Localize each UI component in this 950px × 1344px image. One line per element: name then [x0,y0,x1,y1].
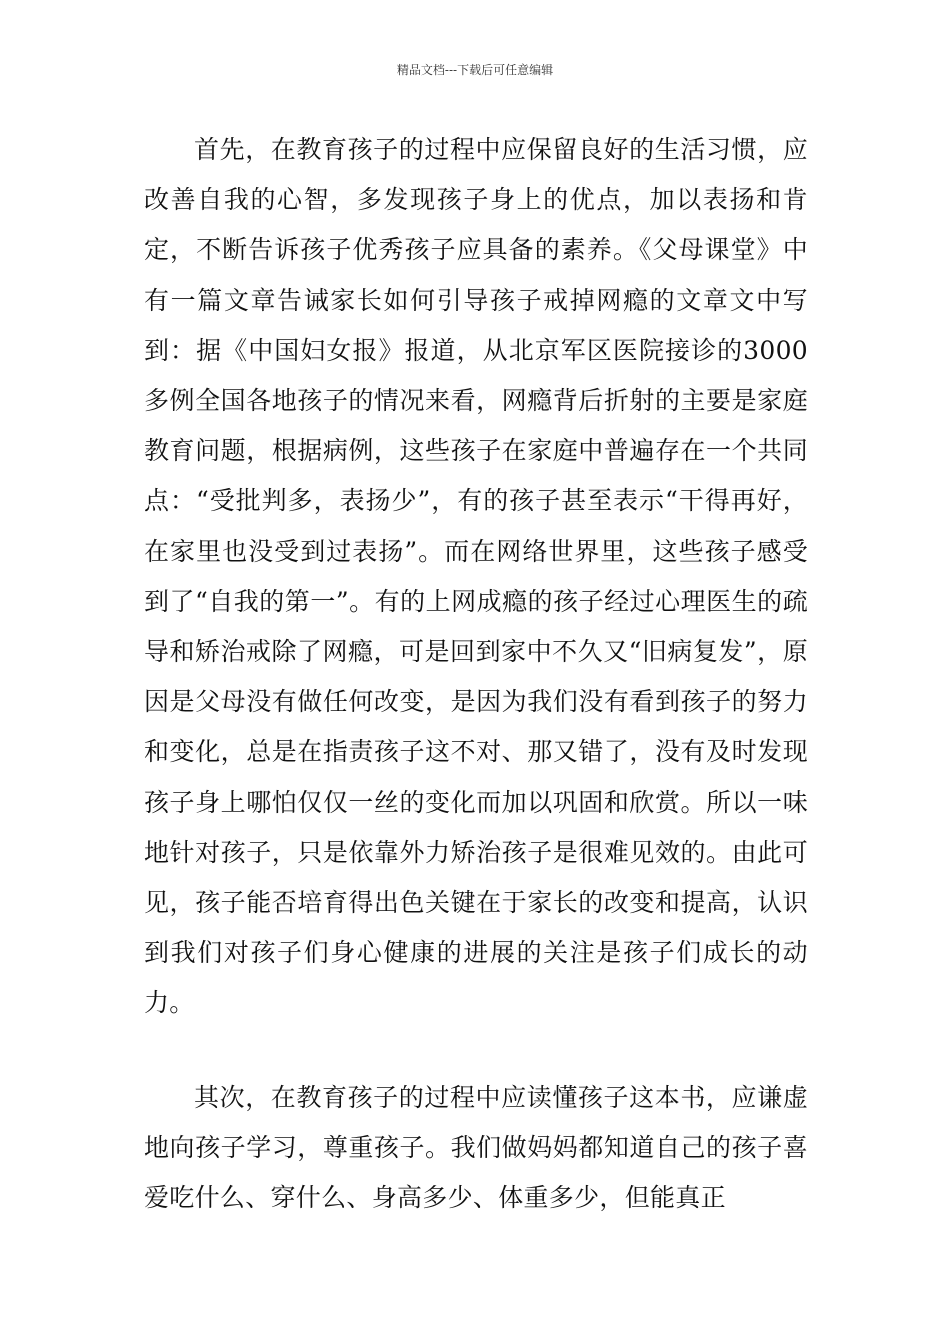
page-header: 精品文档---下载后可任意编辑 [396,63,554,77]
paragraph-1: 首先，在教育孩子的过程中应保留良好的生活习惯，应改善自我的心智，多发现孩子身上的优点，加以表扬和肯定，不断告诉孩子优秀孩子应具备的素养。《父母课堂》中有一篇文章告诫家长如何引导孩子戒掉网瘾的文章文中写到：据《中国妇女报》报道，从北京军区医院接诊的3000多例全国各地孩子的情况来看，网瘾背后折射的主要是家庭教育问题，根据病例，这些孩子在家庭中普遍存在一个共同点：“受批判多，表扬少”，有的孩子甚至表示“干得再好，在家里也没受到过表扬”。而在网络世界里，这些孩子感受到了“自我的第一”。有的上网成瘾的孩子经过心理医生的疏导和矫治戒除了网瘾，可是回到家中不久又“旧病复发”，原因是父母没有做任何改变，是因为我们没有看到孩子的努力和变化，总是在指责孩子这不对、那又错了，没有及时发现孩子身上哪怕仅仅一丝的变化而加以巩固和欣赏。所以一味地针对孩子，只是依靠外力矫治孩子是很难见效的。由此可见，孩子能否培育得出色关键在于家长的改变和提高，认识到我们对孩子们身心健康的进展的关注是孩子们成长的动力。 [144,135,808,1018]
paragraph-2: 其次，在教育孩子的过程中应读懂孩子这本书，应谦虚地向孩子学习，尊重孩子。我们做妈妈都知道自己的孩子喜爱吃什么、穿什么、身高多少、体重多少，但能真正 [144,1083,808,1213]
